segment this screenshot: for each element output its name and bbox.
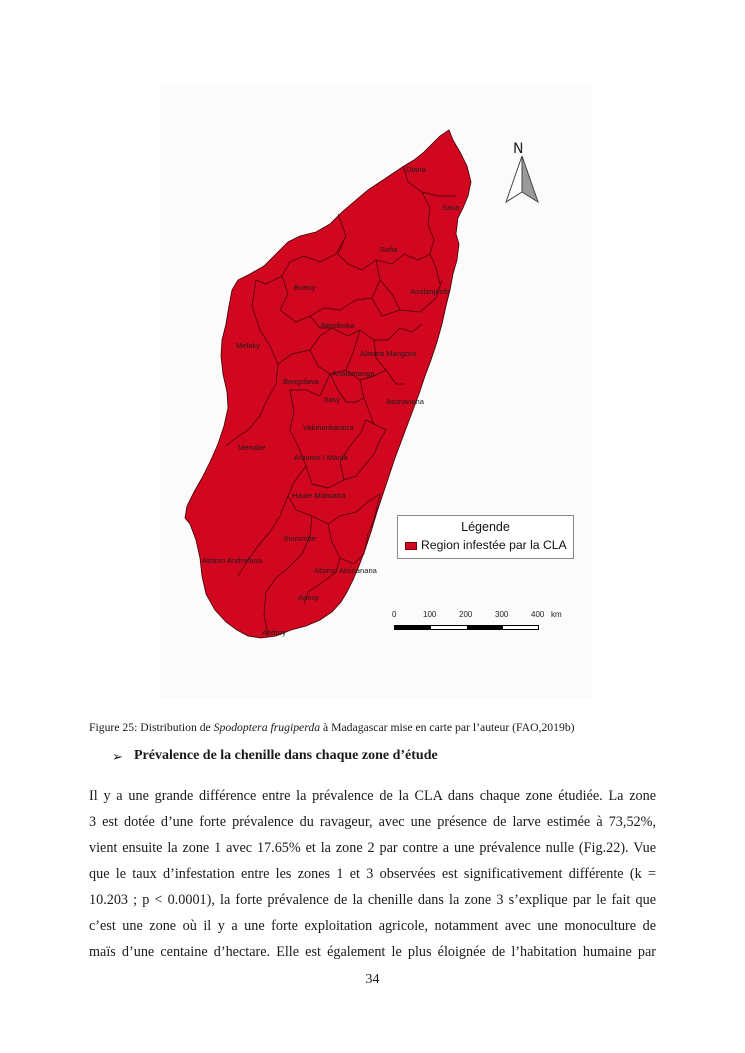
figure-caption: Figure 25: Distribution de Spodoptera frugiperda à Madagascar mise en carte par l’auteur (FAO,2019b)	[89, 721, 575, 734]
region-label: Atsimo Atsinanana	[314, 566, 377, 575]
region-label: Boeny	[294, 283, 316, 292]
species-name: Spodoptera frugiperda	[213, 721, 321, 734]
region-label: Amoron I Mania	[294, 453, 348, 462]
scale-unit: km	[551, 610, 562, 619]
scale-tick: 200	[459, 610, 473, 619]
map-legend	[397, 515, 574, 559]
region-label: Melaky	[236, 341, 261, 350]
body-line: maïs d’une centaine d’hectare. Elle est également le plus éloignée de l’habitation humaine par	[89, 944, 656, 960]
region-label: Analanjirofo	[410, 287, 451, 296]
north-arrow-icon	[500, 142, 544, 204]
region-label: Sofia	[380, 245, 398, 254]
legend-item-label: Region infestée par la CLA	[421, 538, 567, 552]
region-label: Itasy	[324, 395, 341, 404]
region-label: Vakinankaratra	[303, 423, 354, 432]
north-letter: N	[513, 141, 524, 157]
region-label: Haute Matsiatra	[292, 491, 346, 500]
body-line: 3 est dotée d’une forte prévalence du ravageur, avec une présence de larve estimée à 73,52%,	[89, 814, 656, 830]
scale-tick: 400	[531, 610, 545, 619]
scale-bar	[392, 610, 572, 636]
scale-bar-graphic	[394, 625, 539, 630]
region-label: Ihorombe	[284, 534, 317, 543]
scale-tick: 300	[495, 610, 509, 619]
region-label: Betsiboka	[321, 321, 355, 330]
region-label: Atsinanana	[386, 397, 424, 406]
region-label: Androy	[262, 628, 287, 637]
region-label: Menabe	[238, 443, 266, 452]
region-label: Anosy	[298, 593, 320, 602]
madagascar-map	[160, 84, 592, 698]
scale-tick: 100	[423, 610, 437, 619]
region-label: Sava	[442, 203, 460, 212]
body-line: que le taux d’infestation entre les zones 1 et 3 observées est significativement différente (k =	[89, 866, 656, 882]
body-line: Il y a une grande différence entre la prévalence de la CLA dans chaque zone étudiée. La zone	[89, 788, 656, 804]
legend-swatch	[405, 542, 417, 550]
scale-tick: 0	[392, 610, 397, 619]
body-line: c’est une zone où il y a une forte exploitation agricole, notamment avec une monoculture de	[89, 918, 656, 934]
body-line: vient ensuite la zone 1 avec 17.65% et la zone 2 par contre a une prévalence nulle (Fig.22). Vue	[89, 840, 656, 856]
region-label: Alaotra Mangoro	[360, 349, 417, 358]
region-label: Bongolava	[283, 377, 319, 386]
region-label: Diana	[406, 165, 426, 174]
bullet-arrow-icon: ➢	[112, 749, 123, 764]
region-label: Atsimo Andrefana	[202, 556, 262, 565]
section-heading: Prévalence de la chenille dans chaque zone d’étude	[134, 748, 438, 763]
legend-title: Légende	[461, 520, 510, 534]
page-number: 34	[365, 972, 380, 987]
region-label: Analamanga	[332, 369, 375, 378]
body-line: 10.203 ; p < 0.0001), la forte prévalence de la chenille dans la zone 3 s’explique par le fait que	[89, 892, 656, 908]
